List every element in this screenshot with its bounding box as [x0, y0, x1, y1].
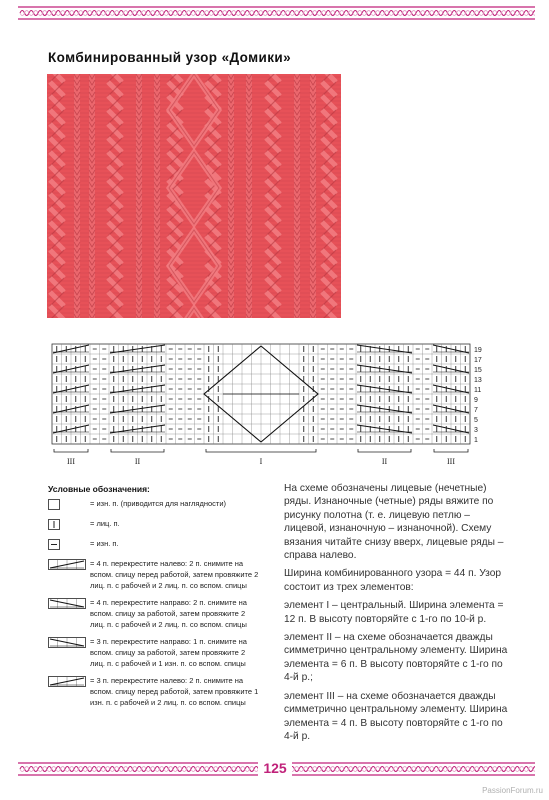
cable-3-right-icon	[48, 637, 86, 648]
watermark: PassionForum.ru	[482, 786, 543, 795]
legend-item	[48, 498, 260, 512]
legend-item-text: = 3 п. перекрестите направо: 1 п. снимите на вспом. спицу за работой, затем провяжите 2 лиц. п. с рабочей и 1 изн. п. со вспом. спицы	[90, 637, 247, 668]
chart-element-label: III	[67, 457, 75, 466]
chart-row-number: 13	[474, 377, 482, 384]
legend-item-text: = 4 п. перекрестите направо: 2 п. снимите на вспом. спицу за работой, затем провяжите 2 лиц. п. с рабочей и 2 лиц. п. со вспом. спицы	[90, 598, 247, 629]
knit-stitch-icon	[48, 519, 60, 530]
chart-row-number: 19	[474, 347, 482, 354]
knitting-chart	[46, 340, 506, 480]
paragraph-chart-reading: На схеме обозначены лицевые (нечетные) ряды. Изнаночные (четные) ряды вяжите по рисунку полотна (т. е. лицевую петлю – лицевой, изнаночную – изнаночной). Схему вязания читайте снизу вверх, лицевые ряды – справа налево.	[284, 483, 504, 562]
page-title: Комбинированный узор «Домики»	[48, 50, 291, 65]
legend-item	[48, 597, 260, 630]
cable-4-right-icon	[48, 598, 86, 609]
chart-row-number: 3	[474, 427, 478, 434]
paragraph-element-2: элемент II – на схеме обозначается дважды симметрично центральному элементу. Ширина элемента = 6 п. В высоту повторяйте с 1-го по 4-й р.;	[284, 632, 508, 684]
empty-cell-icon	[48, 499, 60, 510]
chart-row-number: 5	[474, 417, 478, 424]
chart-element-label: II	[381, 457, 388, 466]
page-number: 125	[258, 758, 292, 778]
legend-item-text: = 3 п. перекрестите налево: 2 п. снимите на вспом. спицу перед работой, затем провяжите 1 изн. п. с рабочей и 2 лиц. п. со вспом. спицы	[90, 676, 259, 707]
legend-item	[48, 636, 260, 669]
chart-row-number: 7	[474, 407, 478, 414]
cable-3-left-icon	[48, 676, 86, 687]
knitted-swatch-photo	[47, 74, 341, 318]
chart-row-number: 9	[474, 397, 478, 404]
legend-item	[48, 675, 260, 708]
legend-item-text: = лиц. п.	[90, 519, 120, 528]
chart-row-number: 1	[474, 437, 478, 444]
legend-item-text: = изн. п. (приводится для наглядности)	[90, 499, 227, 508]
paragraph-element-3: элемент III – на схеме обозначается дважды симметрично центральному элементу. Ширина элемента = 4 п. В высоту повторяйте с 1-го по 4-й р.	[284, 690, 508, 742]
legend-item	[48, 518, 260, 532]
chart-element-label: I	[259, 457, 263, 466]
chart-row-number: 17	[474, 357, 482, 364]
paragraph-pattern-width: Ширина комбинированного узора = 44 п. Узор состоит из трех элементов:	[284, 568, 502, 593]
legend-item-text: = 4 п. перекрестите налево: 2 п. снимите на вспом. спицу перед работой, затем провяжите 2 лиц. п. с рабочей и 2 лиц. п. со вспом. спицы	[90, 559, 259, 590]
legend-heading: Условные обозначения:	[48, 484, 150, 494]
chart-row-number: 15	[474, 367, 482, 374]
legend-item	[48, 538, 260, 552]
paragraph-element-1: элемент I – центральный. Ширина элемента = 12 п. В высоту повторяйте с 1-го по 10-й р.	[284, 600, 504, 625]
cable-4-left-icon	[48, 559, 86, 570]
legend-item-text: = изн. п.	[90, 539, 119, 548]
purl-stitch-icon	[48, 539, 60, 550]
chart-element-label: II	[134, 457, 141, 466]
instructions-text	[284, 482, 510, 748]
chart-element-label: III	[447, 457, 455, 466]
chart-row-number: 11	[474, 387, 482, 394]
top-ornament-border	[18, 6, 535, 20]
legend	[48, 484, 260, 714]
legend-item	[48, 558, 260, 591]
